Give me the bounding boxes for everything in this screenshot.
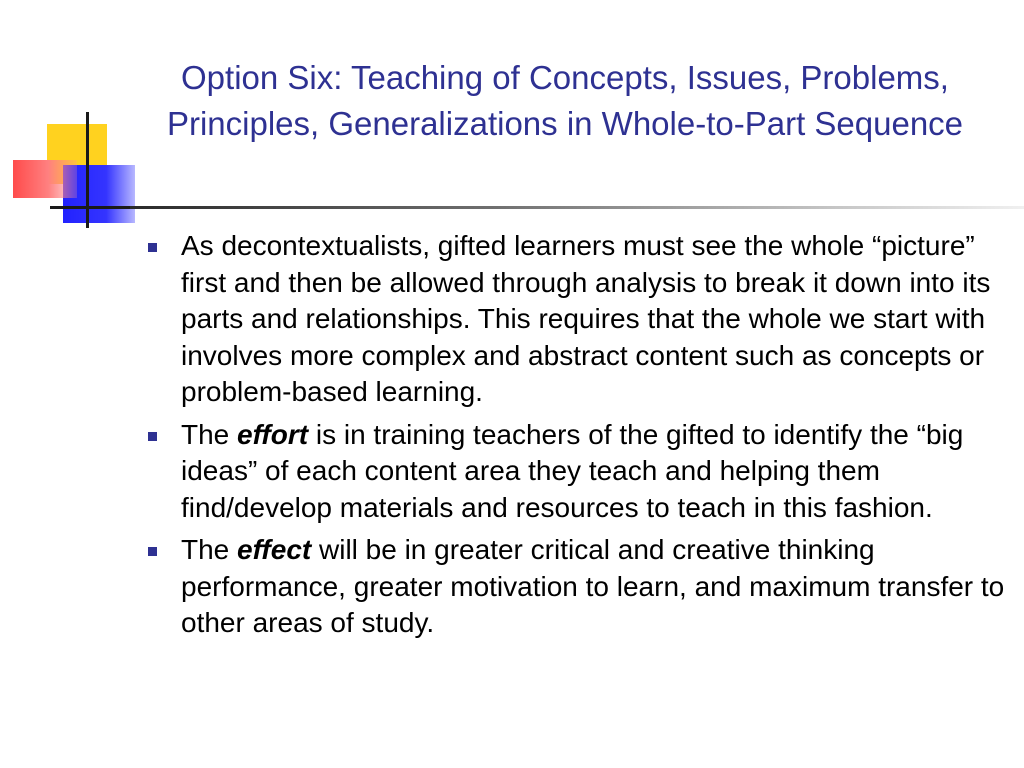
bullet-text-lead: The xyxy=(181,418,238,450)
bullet-item-1 xyxy=(148,228,1008,411)
bullet-text: As decontextualists, gifted learners must see the whole “picture” first and then be allowed through analysis to break it down into its parts and relationships. This requires that the whole we start with involves more complex and abstract content such as concepts or problem-based learning. xyxy=(181,230,991,407)
bullet-text-rest: is in training teachers of the gifted to identify the “big ideas” of each content area they teach and helping them find/develop materials and resources to teach in this fashion. xyxy=(181,418,964,523)
vertical-line xyxy=(86,112,89,228)
bullet-text-lead: The xyxy=(181,534,238,565)
slide-title: Option Six: Teaching of Concepts, Issues, Problems, Principles, Generalizations in Whole-to-Part Sequence xyxy=(166,59,964,142)
bullet-emphasis: effect xyxy=(237,534,312,565)
red-square xyxy=(13,160,77,198)
bullet-item-3 xyxy=(148,532,1008,642)
bullet-item-2 xyxy=(148,417,1008,527)
bullet-marker-icon xyxy=(148,243,157,252)
bullet-marker-icon xyxy=(148,547,157,556)
bullet-marker-icon xyxy=(148,432,157,441)
bullet-emphasis: effort xyxy=(237,418,309,450)
title-divider xyxy=(130,206,1024,209)
bullet-text-rest: will be in greater critical and creative thinking performance, greater motivation to learn, and maximum transfer to other areas of study. xyxy=(181,534,1005,638)
bullet-list xyxy=(148,228,1008,648)
